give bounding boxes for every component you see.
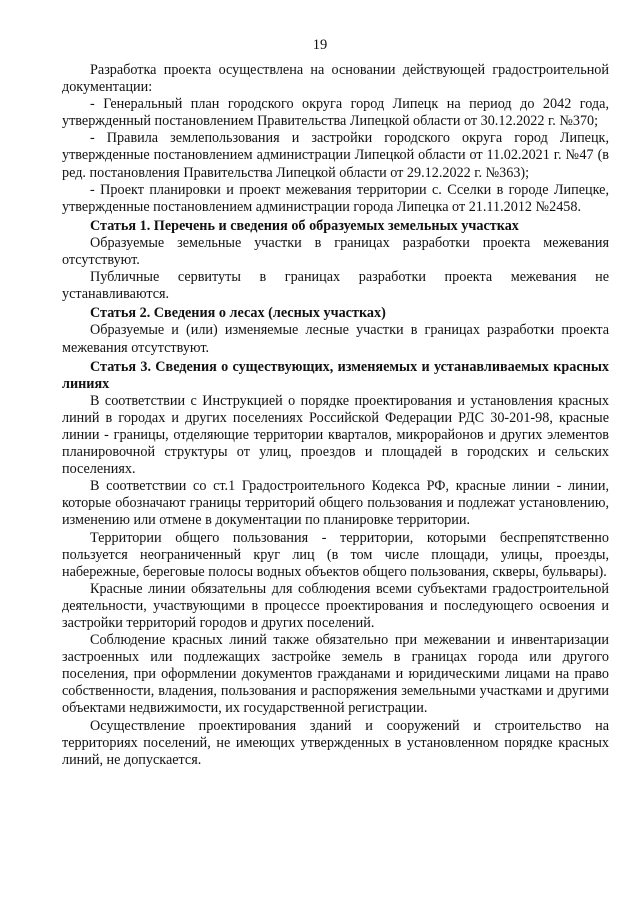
basis-item-planning-project: - Проект планировки и проект межевания территории с. Сселки в городе Липецке, утвержденные постановлением администрации города Липецка от 21.11.2012 №2458. xyxy=(62,181,609,215)
article-2-paragraph: Образуемые и (или) изменяемые лесные участки в границах разработки проекта межевания отсутствуют. xyxy=(62,322,609,356)
article-3-paragraph: В соответствии с Инструкцией о порядке проектирования и установления красных линий в городах и других поселениях Российской Федерации РДС 30-201-98, красные линии - границы, отделяющие территории кварталов, микрорайонов и других элементов планировочной структуры от улиц, проездов и площадей в городских и сельских поселениях. xyxy=(62,392,609,478)
article-1-paragraph: Образуемые земельные участки в границах разработки проекта межевания отсутствуют. xyxy=(62,234,609,269)
article-1-paragraph: Публичные сервитуты в границах разработки проекта межевания не устанавливаются. xyxy=(62,269,609,303)
article-1-heading: Статья 1. Перечень и сведения об образуемых земельных участках xyxy=(90,217,519,234)
intro-paragraph: Разработка проекта осуществлена на основании действующей градостроительной документации: xyxy=(62,62,609,96)
article-3-paragraph: Соблюдение красных линий также обязательно при межевании и инвентаризации застроенных или подлежащих застройке земель в границах города или другого поселения, при оформлении документов гражданами и юридическими лицами на право собственности, владения, пользования и распоряжения земельными участками и другими объектами недвижимости, их государственной регистрации. xyxy=(62,632,609,717)
basis-item-land-use-rules: - Правила землепользования и застройки городского округа город Липецк, утвержденные постановлением администрации Липецкой области от 11.02.2021 г. №47 (в ред. постановления Правительства Липецкой области от 29.12.2022 г. №363); xyxy=(62,130,609,181)
article-2-heading: Статья 2. Сведения о лесах (лесных участках) xyxy=(90,305,386,322)
article-3-paragraph: В соответствии со ст.1 Градостроительного Кодекса РФ, красные линии - линии, которые обозначают границы территорий общего пользования и подлежат установлению, изменению или отмене в документации по планировке территории. xyxy=(62,478,609,529)
basis-item-general-plan: - Генеральный план городского округа город Липецк на период до 2042 года, утвержденный постановлением Правительства Липецкой области от 30.12.2022 г. №370; xyxy=(62,96,609,130)
article-3-paragraph: Территории общего пользования - территории, которыми беспрепятственно пользуется неограниченный круг лиц (в том числе площади, улицы, проезды, набережные, береговые полосы водных объектов общего пользования, скверы, бульвары). xyxy=(62,529,609,580)
page-content xyxy=(62,62,609,769)
article-3-paragraph: Красные линии обязательны для соблюдения всеми субъектами градостроительной деятельности, участвующими в процессе проектирования и последующего освоения и застройки территорий городов и других поселений. xyxy=(62,580,609,631)
page-number: 19 xyxy=(312,37,328,53)
article-3-heading: Статья 3. Сведения о существующих, изменяемых и устанавливаемых красных линиях xyxy=(62,358,609,392)
article-3-paragraph: Осуществление проектирования зданий и сооружений и строительство на территориях поселений, не имеющих утвержденных в установленном порядке красных линий, не допускается. xyxy=(62,717,609,768)
